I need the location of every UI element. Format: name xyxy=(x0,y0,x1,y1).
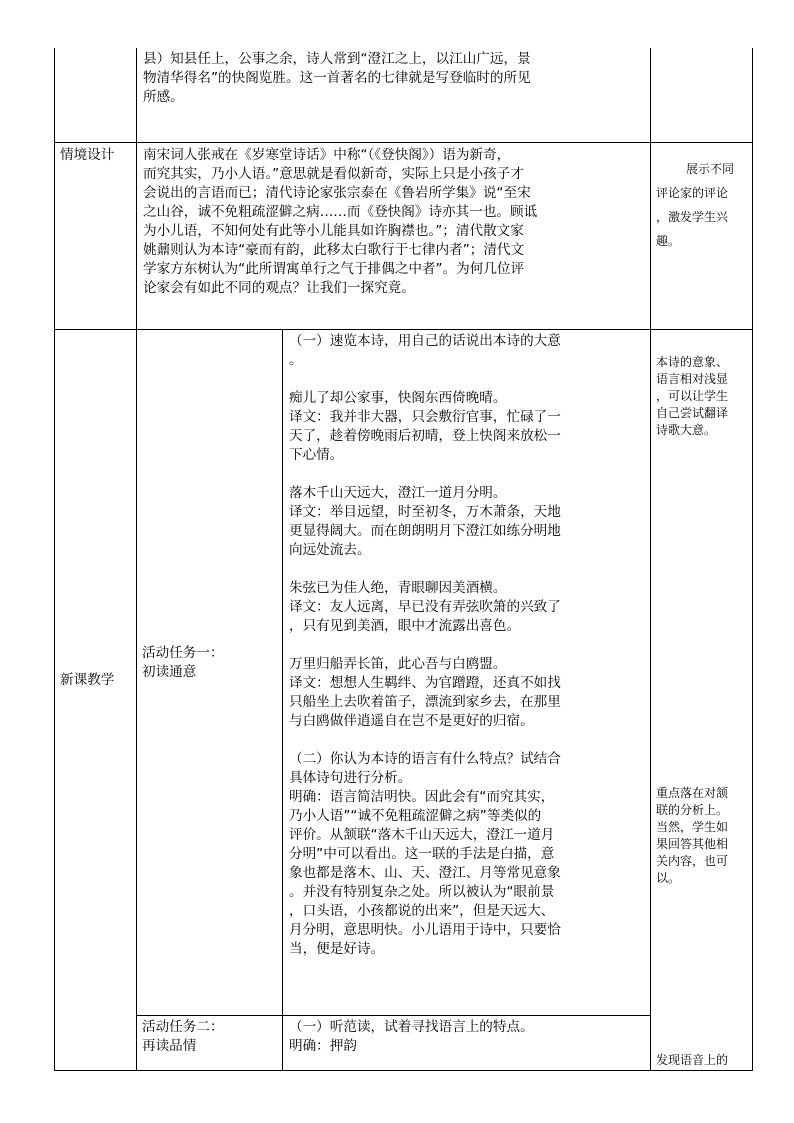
text-line: （一）速览本诗，用自己的话说出本诗的大意 xyxy=(289,333,561,349)
task1-content xyxy=(289,332,649,959)
note-line: 诗歌大意。 xyxy=(656,423,717,437)
text-line: 具体诗句进行分析。 xyxy=(289,770,412,786)
text-line: 象也都是落木、山、天、澄江、月等常见意象 xyxy=(289,865,561,881)
text-line: 天了，趁着傍晚雨后初晴，登上快阁来放松一 xyxy=(289,428,561,444)
text-line: 评价。从颔联“落木千山天远大，澄江一道月 xyxy=(289,827,555,843)
situation-note xyxy=(656,157,751,253)
text-line: 初读通意 xyxy=(142,664,197,680)
note-line: 关内容，也可 xyxy=(656,854,729,868)
text-line: 活动任务二： xyxy=(142,1019,224,1035)
table-line-bottom xyxy=(54,1070,753,1071)
text-line: （二）你认为本诗的语言有什么特点？试结合 xyxy=(289,751,561,767)
note-line: 自己尝试翻译 xyxy=(656,406,729,420)
intro-content xyxy=(143,50,648,107)
table-line-right xyxy=(752,48,753,1070)
note-line: 本诗的意象、 xyxy=(656,355,729,369)
text-line: 分明”中可以看出。这一联的手法是白描，意 xyxy=(289,846,555,862)
poem-line: 痴儿了却公家事，快阁东西倚晚晴。 xyxy=(289,390,507,406)
text-line: ，只有见到美酒，眼中才流露出喜色。 xyxy=(289,618,521,634)
table-line-row-situation-top xyxy=(54,142,753,143)
poem-line: 万里归船弄长笛，此心吾与白鸥盟。 xyxy=(289,656,507,672)
text-line: 再读品情 xyxy=(142,1038,197,1054)
table-line-col3 xyxy=(650,48,651,1070)
text-line: 译文：友人远离，早已没有弄弦吹箫的兴致了 xyxy=(289,599,561,615)
note-line: 果回答其他相 xyxy=(656,837,729,851)
text-line: 县）知县任上，公事之余，诗人常到“澄江之上，以江山广远，景 xyxy=(143,51,531,67)
text-line: 明确：语言简洁明快。因此会有“而究其实， xyxy=(289,789,555,805)
note-line: 语言相对浅显 xyxy=(656,372,729,386)
text-line: 为小儿语，不知何处有此等小儿能具如许胸襟也。”；清代散文家 xyxy=(143,223,524,239)
text-line: 。 xyxy=(289,352,303,368)
teaching-note-3 xyxy=(656,1052,751,1069)
teaching-note-2 xyxy=(656,785,751,887)
text-line: 会说出的言语而已；清代诗论家张宗泰在《鲁岩所学集》说“至宋 xyxy=(143,185,531,201)
table-line-left xyxy=(54,48,55,1070)
text-line: 活动任务一： xyxy=(142,645,224,661)
text-line: 乃小人语”“诚不免粗疏涩僻之病”等类似的 xyxy=(289,808,542,824)
text-line: 译文：举目远望，时至初冬，万木萧条，天地 xyxy=(289,504,561,520)
text-line: 论家会有如此不同的观点？让我们一探究竟。 xyxy=(143,280,415,296)
task2-label xyxy=(142,1018,224,1056)
text-line: 所感。 xyxy=(143,89,184,105)
text-line: （一）听范读，试着寻找语言上的特点。 xyxy=(289,1019,534,1035)
situation-label: 情境设计 xyxy=(60,147,115,163)
note-line: 联的分析上。 xyxy=(656,803,729,817)
table-line-task2-top xyxy=(136,1015,650,1016)
note-line: ，可以让学生 xyxy=(656,389,729,403)
text-line: 月分明，意思明快。小儿语用于诗中，只要恰 xyxy=(289,922,561,938)
table-line-col2 xyxy=(282,329,283,1070)
note-line: 展示不同 xyxy=(686,162,735,176)
text-line: ，口头语，小孩都说的出来”，但是天远大、 xyxy=(289,903,555,919)
note-line: ，激发学生兴 xyxy=(656,210,729,224)
table-line-row-teaching-top xyxy=(54,329,753,330)
text-line: 而究其实，乃小人语。”意思就是看似新奇，实际上只是小孩子才 xyxy=(143,166,524,182)
text-line: 学家方东树认为“此所谓寓单行之气于排偶之中者”。为何几位评 xyxy=(143,261,525,277)
task1-label xyxy=(142,644,224,682)
text-line: 之山谷，诚不免粗疏涩僻之病……而《登快阁》诗亦其一也。顾诋 xyxy=(143,204,538,220)
text-line: 下心情。 xyxy=(289,447,344,463)
task2-content xyxy=(289,1018,649,1056)
text-line: 向远处流去。 xyxy=(289,542,371,558)
text-line: 姚鼐则认为本诗“豪而有韵，此移太白歌行于七律内者”；清代文 xyxy=(143,242,525,258)
text-line: 明确：押韵 xyxy=(289,1038,357,1054)
text-line: 只船坐上去吹着笛子，漂流到家乡去，在那里 xyxy=(289,694,561,710)
note-line: 发现语音上的 xyxy=(656,1053,729,1067)
poem-line: 落木千山天远大，澄江一道月分明。 xyxy=(289,485,507,501)
note-line: 当然，学生如 xyxy=(656,820,729,834)
note-line: 趣。 xyxy=(656,234,681,248)
note-line: 以。 xyxy=(656,871,681,885)
text-line: 。并没有特别复杂之处。所以被认为“眼前景 xyxy=(289,884,555,900)
teaching-note-1 xyxy=(656,354,751,439)
text-line: 与白鸥做伴逍遥自在岂不是更好的归宿。 xyxy=(289,713,534,729)
text-line: 南宋词人张戒在《岁寒堂诗话》中称“（《登快阁》）语为新奇， xyxy=(143,147,511,163)
text-line: 当，便是好诗。 xyxy=(289,941,385,957)
note-line: 重点落在对颔 xyxy=(656,786,729,800)
teaching-label: 新课教学 xyxy=(60,672,115,688)
situation-content xyxy=(143,146,648,298)
text-line: 译文：想想人生羁绊、为官蹭蹬，还真不如找 xyxy=(289,675,561,691)
text-line: 译文：我并非大器，只会敷衍官事，忙碌了一 xyxy=(289,409,561,425)
text-line: 更显得阔大。而在朗朗明月下澄江如练分明地 xyxy=(289,523,561,539)
table-line-col1 xyxy=(136,48,137,1070)
poem-line: 朱弦已为佳人绝，青眼聊因美酒横。 xyxy=(289,580,507,596)
note-line: 评论家的评论 xyxy=(656,186,729,200)
text-line: 物清华得名”的快阁览胜。这一首著名的七律就是写登临时的所见 xyxy=(143,70,531,86)
